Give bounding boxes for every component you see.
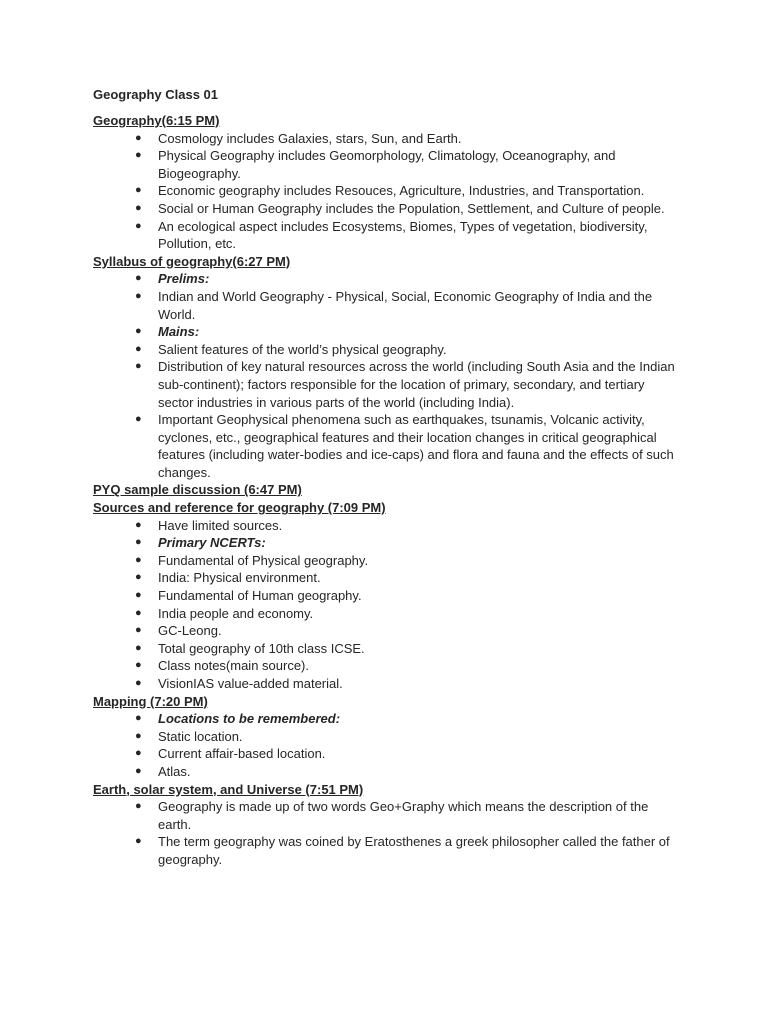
list-item-text: Social or Human Geography includes the Population, Settlement, and Culture of people. (158, 200, 665, 216)
bullet-icon: ● (135, 835, 142, 848)
bullet-icon: ● (135, 764, 142, 777)
bullet-icon: ● (135, 360, 142, 373)
list-item-text: Total geography of 10th class ICSE. (158, 640, 365, 656)
bullet-icon: ● (135, 747, 142, 760)
document-page (93, 86, 683, 869)
bullet-icon: ● (135, 272, 142, 285)
list-subheading (93, 270, 683, 288)
list-item (93, 130, 683, 148)
section-heading: Geography(6:15 PM) (93, 113, 220, 128)
list-item-text: An ecological aspect includes Ecosystems, Biomes, Types of vegetation, biodiversity, Pollution, etc. (158, 218, 648, 252)
bullet-icon: ● (135, 571, 142, 584)
list-item-text: Physical Geography includes Geomorphology, Climatology, Oceanography, and Biogeography. (158, 148, 616, 181)
list-item-text: Geography is made up of two words Geo+Graphy which means the description of the earth. (158, 799, 649, 832)
bullet-icon: ● (135, 589, 142, 602)
list-subheading (93, 323, 683, 341)
bullet-icon: ● (135, 219, 142, 232)
bullet-icon: ● (135, 289, 142, 302)
bullet-icon: ● (135, 149, 142, 162)
section-heading: PYQ sample discussion (6:47 PM) (93, 482, 302, 498)
bullet-icon: ● (135, 606, 142, 619)
list-item (93, 640, 683, 658)
list-item (93, 552, 683, 570)
bullet-icon: ● (135, 413, 142, 426)
list-item (93, 341, 683, 359)
document-body (93, 112, 683, 869)
list-item-text: Primary NCERTs: (158, 535, 266, 551)
bullet-icon: ● (135, 624, 142, 637)
list-subheading (93, 710, 683, 728)
list-item-text: Fundamental of Human geography. (158, 588, 362, 604)
section-heading: Syllabus of geography(6:27 PM) (93, 253, 291, 269)
list-item-text: Static location. (158, 728, 243, 744)
bullet-list (93, 130, 683, 253)
bullet-list (93, 798, 683, 868)
bullet-icon: ● (135, 729, 142, 742)
list-item-text: Mains: (158, 324, 200, 340)
section-heading: Earth, solar system, and Universe (7:51 PM) (93, 781, 364, 797)
list-item-text: VisionIAS value-added material. (158, 676, 343, 691)
bullet-list (93, 270, 683, 481)
bullet-icon: ● (135, 201, 142, 214)
list-item-text: Economic geography includes Resouces, Agriculture, Industries, and Transportation. (158, 183, 645, 199)
list-item (93, 622, 683, 640)
list-item-text: Cosmology includes Galaxies, stars, Sun, and Earth. (158, 130, 462, 146)
list-item (93, 675, 683, 693)
list-item (93, 147, 683, 182)
list-item (93, 358, 683, 411)
section-heading: Mapping (7:20 PM) (93, 693, 208, 709)
list-subheading (93, 534, 683, 552)
list-item (93, 833, 683, 868)
bullet-icon: ● (135, 518, 142, 531)
list-item (93, 200, 683, 218)
section-heading: Sources and reference for geography (7:09 PM) (93, 500, 386, 516)
list-item-text: Indian and World Geography - Physical, Social, Economic Geography of India and the World. (158, 288, 653, 322)
document-title: Geography Class 01 (93, 87, 218, 102)
bullet-icon: ● (135, 325, 142, 338)
list-item-text: Important Geophysical phenomena such as earthquakes, tsunamis, Volcanic activity, cyclones, etc., geographical features and their location changes in critical geographical features (including water-bodies and ice-caps) and flora and fauna and the effects of such changes. (158, 412, 674, 480)
list-item (93, 411, 683, 481)
list-item (93, 182, 683, 200)
bullet-icon: ● (135, 677, 142, 689)
list-item (93, 288, 683, 323)
list-item-text: India people and economy. (158, 605, 314, 621)
list-item (93, 763, 683, 781)
list-item-text: India: Physical environment. (158, 570, 321, 586)
bullet-icon: ● (135, 641, 142, 654)
list-item (93, 569, 683, 587)
list-item-text: Have limited sources. (158, 517, 283, 533)
list-item (93, 728, 683, 746)
bullet-icon: ● (135, 184, 142, 197)
list-item (93, 587, 683, 605)
list-item-text: Fundamental of Physical geography. (158, 552, 369, 568)
list-item-text: The term geography was coined by Eratosthenes a greek philosopher called the father of geography. (158, 834, 670, 867)
bullet-icon: ● (135, 131, 142, 144)
bullet-list (93, 517, 683, 693)
list-item-text: Distribution of key natural resources across the world (including South Asia and the Indian sub-continent); factors responsible for the location of primary, secondary, and tertiary sector industries in various parts of the world (including India). (158, 359, 675, 410)
list-item (93, 517, 683, 535)
bullet-list (93, 710, 683, 780)
list-item (93, 218, 683, 253)
list-item (93, 657, 683, 675)
bullet-icon: ● (135, 342, 142, 355)
bullet-icon: ● (135, 659, 142, 672)
list-item-text: Salient features of the world’s physical geography. (158, 341, 447, 357)
list-item (93, 605, 683, 623)
list-item-text: Locations to be remembered: (158, 711, 341, 727)
list-item-text: Current affair-based location. (158, 746, 326, 762)
list-item-text: Atlas. (158, 763, 191, 779)
bullet-icon: ● (135, 800, 142, 813)
list-item-text: Class notes(main source). (158, 658, 309, 674)
list-item-text: GC-Leong. (158, 623, 222, 639)
list-item (93, 745, 683, 763)
bullet-icon: ● (135, 712, 142, 725)
bullet-icon: ● (135, 536, 142, 549)
bullet-icon: ● (135, 553, 142, 566)
list-item-text: Prelims: (158, 271, 210, 287)
list-item (93, 798, 683, 833)
